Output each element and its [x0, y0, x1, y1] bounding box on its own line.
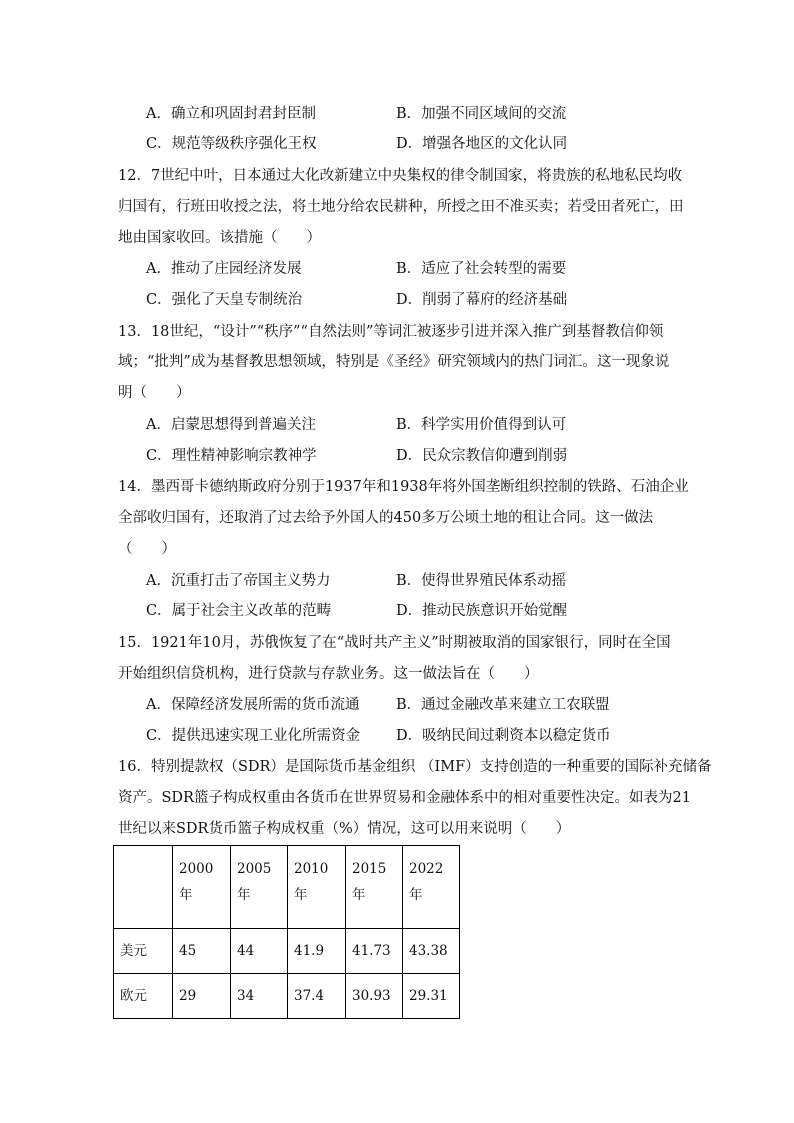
q12-stem-line-1: 12．7世纪中叶，日本通过大化改新建立中央集权的律令制国家，将贵族的私地私民均收 — [118, 168, 683, 184]
q13-stem-line-2: 域；“批判”成为基督教思想领域，特别是《圣经》研究领域内的热门词汇。这一现象说 — [118, 354, 670, 370]
q12-option-a: A．推动了庄园经济发展 — [146, 261, 302, 277]
table-cell: 30.93 — [346, 974, 403, 1019]
q12-stem-line-2: 归国有，行班田收授之法，将土地分给农民耕种，所授之田不准买卖；若受田者死亡，田 — [118, 199, 684, 215]
header-year-unit: 年 — [352, 887, 366, 903]
header-year: 2010 — [294, 861, 329, 877]
table-cell: 37.4 — [288, 974, 346, 1019]
q11-option-b: B．加强不同区域间的交流 — [396, 106, 567, 122]
table-cell: 29.31 — [403, 974, 460, 1019]
q16-stem-line-2: 资产。SDR篮子构成权重由各货币在世界贸易和金融体系中的相对重要性决定。如表为21 — [118, 790, 691, 806]
q15-option-d: D．吸纳民间过剩资本以稳定货币 — [396, 728, 611, 744]
table-cell: 45 — [173, 929, 231, 974]
sdr-weight-table — [113, 845, 460, 1019]
q13-option-b: B．科学实用价值得到认可 — [396, 417, 567, 433]
q15-option-b: B．通过金融改革来建立工农联盟 — [396, 697, 610, 713]
table-row — [114, 929, 460, 974]
q11-option-d: D．增强各地区的文化认同 — [396, 136, 568, 152]
table-header-cell — [173, 846, 231, 929]
q13-option-a: A．启蒙思想得到普遍关注 — [146, 417, 316, 433]
header-year-unit: 年 — [294, 887, 308, 903]
table-cell: 43.38 — [403, 929, 460, 974]
table-row — [114, 974, 460, 1019]
table-header-cell — [346, 846, 403, 929]
table-cell: 29 — [173, 974, 231, 1019]
q15-option-a: A．保障经济发展所需的货币流通 — [146, 697, 360, 713]
q14-stem-line-2: 全部收归国有，还取消了过去给予外国人的450多万公顷土地的租让合同。这一做法 — [118, 510, 654, 526]
q16-stem-line-3: 世纪以来SDR货币篮子构成权重（%）情况，这可以用来说明（ ） — [118, 821, 571, 837]
table-cell: 44 — [231, 929, 288, 974]
header-year: 2000 — [179, 861, 214, 877]
q15-stem-line-1: 15．1921年10月，苏俄恢复了在“战时共产主义”时期被取消的国家银行，同时在全国 — [118, 635, 671, 651]
q12-option-c: C．强化了天皇专制统治 — [146, 292, 303, 308]
q14-stem-line-1: 14．墨西哥卡德纳斯政府分别于1937年和1938年将外国垄断组织控制的铁路、石油企业 — [118, 479, 689, 495]
table-cell-currency: 美元 — [114, 929, 173, 974]
table-cell: 41.9 — [288, 929, 346, 974]
header-year: 2015 — [352, 861, 387, 877]
header-year: 2022 — [409, 861, 444, 877]
q12-stem-line-3: 地由国家收回。该措施（ ） — [118, 230, 321, 246]
q14-option-c: C．属于社会主义改革的范畴 — [146, 603, 332, 619]
table-header-cell — [231, 846, 288, 929]
q14-option-d: D．推动民族意识开始觉醒 — [396, 603, 568, 619]
table-header-cell — [403, 846, 460, 929]
table-header-cell — [288, 846, 346, 929]
q13-stem-line-1: 13．18世纪，“设计”“秩序”“自然法则”等词汇被逐步引进并深入推广到基督教信仰领 — [118, 324, 664, 340]
q14-option-b: B．使得世界殖民体系动摇 — [396, 573, 567, 589]
table-cell: 41.73 — [346, 929, 403, 974]
q16-stem-line-1: 16．特别提款权（SDR）是国际货币基金组织 （IMF）支持创造的一种重要的国际补充储备 — [118, 759, 712, 775]
header-year-unit: 年 — [409, 887, 423, 903]
q13-option-d: D．民众宗教信仰遭到削弱 — [396, 448, 568, 464]
q14-option-a: A．沉重打击了帝国主义势力 — [146, 573, 331, 589]
table-cell: 34 — [231, 974, 288, 1019]
table-header-cell — [114, 846, 173, 929]
q13-option-c: C．理性精神影响宗教神学 — [146, 448, 317, 464]
q13-stem-line-3: 明（ ） — [118, 385, 191, 401]
q12-option-b: B．适应了社会转型的需要 — [396, 261, 567, 277]
q11-option-c: C．规范等级秩序强化王权 — [146, 136, 317, 152]
header-year: 2005 — [237, 861, 272, 877]
q15-option-c: C．提供迅速实现工业化所需资金 — [146, 728, 361, 744]
q12-option-d: D．削弱了幕府的经济基础 — [396, 292, 568, 308]
table-cell-currency: 欧元 — [114, 974, 173, 1019]
table-header-row — [114, 846, 460, 929]
q15-stem-line-2: 开始组织信贷机构，进行贷款与存款业务。这一做法旨在（ ） — [118, 666, 539, 682]
q11-option-a: A．确立和巩固封君封臣制 — [146, 106, 316, 122]
q14-stem-line-3: （ ） — [118, 541, 176, 557]
header-year-unit: 年 — [179, 887, 193, 903]
header-year-unit: 年 — [237, 887, 251, 903]
